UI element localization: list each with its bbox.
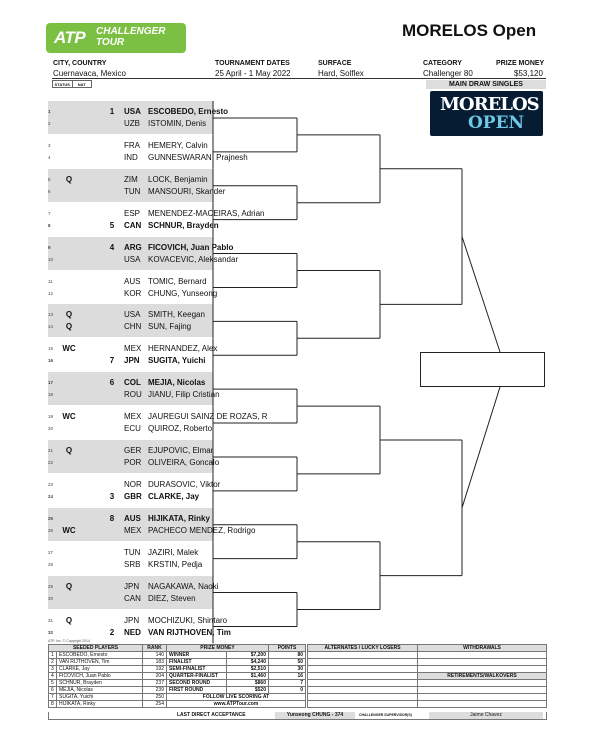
entry-status: Q — [65, 174, 73, 184]
seeded-player-rank: 254 — [143, 701, 167, 708]
seed-index: 1 — [49, 652, 57, 659]
seeded-player-rank: 239 — [143, 687, 167, 694]
prize-round: SECOND ROUND — [167, 680, 227, 687]
player-country: JPN — [124, 581, 140, 591]
entry-status: WC — [62, 344, 76, 354]
player-country: UZB — [124, 119, 140, 128]
player-name: LOCK, Benjamin — [148, 174, 208, 184]
player-name: TOMIC, Bernard — [148, 276, 207, 286]
slot-number: 31 — [48, 617, 54, 623]
category-label: CATEGORY — [423, 60, 462, 67]
slot-number: 20 — [48, 426, 54, 432]
player-name: ESCOBEDO, Ernesto — [148, 107, 229, 116]
slot-number: 11 — [48, 278, 53, 284]
player-country: CAN — [124, 593, 141, 603]
entry-status: Q — [65, 310, 73, 320]
prize-amount: $2,510 — [227, 666, 269, 673]
last-direct-acceptance-row — [48, 712, 547, 720]
seeded-prize-table — [48, 644, 306, 708]
slot-number: 16 — [48, 358, 54, 364]
prize-round: QUARTER-FINALIST — [167, 673, 227, 680]
player-country: GBR — [124, 491, 142, 501]
player-name: SUN, Fajing — [148, 322, 192, 332]
withdrawals-cell — [418, 666, 547, 673]
player-name: EJUPOVIC, Elmar — [148, 446, 214, 455]
retirements-cell — [418, 694, 547, 701]
slot-number: 22 — [48, 460, 54, 465]
player-name: CHUNG, Yunseong — [148, 288, 218, 298]
category-value: Challenger 80 — [423, 69, 473, 78]
retirements-cell — [418, 687, 547, 694]
seeded-player-name: SUGITA, Yuichi — [57, 694, 143, 701]
seeded-player-name: ESCOBEDO, Ernesto — [57, 652, 143, 659]
slot-number: 26 — [48, 527, 54, 533]
alternates-withdrawals-table — [307, 644, 547, 708]
nat-column-label: NAT — [77, 82, 86, 87]
live-scoring-url: www.ATPTour.com — [167, 701, 306, 708]
seed-number: 6 — [109, 378, 115, 388]
entry-status: Q — [65, 322, 73, 332]
slot-number: 17 — [48, 380, 54, 386]
prize-amount: $520 — [227, 687, 269, 694]
seeded-player-name: VAN RIJTHOVEN, Tim — [57, 659, 143, 666]
alternates-cell — [308, 680, 418, 687]
slot-number: 19 — [48, 414, 54, 420]
player-name: VAN RIJTHOVEN, Tim — [148, 627, 231, 637]
event-logo-text-2: OPEN — [468, 113, 525, 133]
player-name: JAZIRI, Malek — [148, 547, 199, 557]
slot-number: 7 — [48, 210, 51, 216]
prize-points: 30 — [269, 666, 306, 673]
seed-index: 3 — [49, 666, 57, 673]
player-name: HERNANDEZ, Alex — [148, 344, 218, 354]
prize-money-header: PRIZE MONEY — [167, 645, 269, 652]
seed-number: 1 — [109, 107, 115, 116]
prize-label: PRIZE MONEY — [496, 60, 545, 67]
slot-number: 28 — [48, 561, 54, 567]
supervisor-label: CHALLENGER SUPERVISOR(S) — [359, 713, 412, 717]
seeded-player-name: CLARKE, Jay — [57, 666, 143, 673]
prize-points: 0 — [269, 687, 306, 694]
player-name: KOVACEVIC, Aleksandar — [148, 254, 239, 264]
player-country: GER — [124, 446, 142, 455]
withdrawals-header: WITHDRAWALS — [418, 645, 547, 652]
live-scoring-label: FOLLOW LIVE SCORING AT — [167, 694, 306, 701]
slot-number: 12 — [48, 290, 54, 296]
event-logo-text-1: MORELOS — [440, 94, 539, 115]
slot-number: 10 — [48, 256, 54, 262]
player-country: IND — [124, 152, 138, 162]
player-country: ARG — [124, 242, 142, 252]
slot-number: 6 — [48, 188, 51, 194]
player-country: ZIM — [124, 174, 138, 184]
seeded-player-name: MEJIA, Nicolas — [57, 687, 143, 694]
city-label: CITY, COUNTRY — [53, 60, 107, 67]
player-name: SMITH, Keegan — [148, 310, 205, 320]
player-name: SUGITA, Yuichi — [148, 356, 206, 366]
player-name: QUIROZ, Roberto — [148, 424, 213, 434]
entry-status: Q — [65, 581, 73, 591]
logo-challenger-text: CHALLENGER TOUR — [96, 26, 166, 48]
player-country: NED — [124, 627, 141, 637]
slot-number: 32 — [48, 629, 54, 635]
surface-value: Hard, Solflex — [318, 69, 364, 78]
slot-number: 23 — [48, 481, 54, 487]
player-country: ECU — [124, 424, 141, 434]
seeded-player-rank: 183 — [143, 659, 167, 666]
player-name: PACHECO MENDEZ, Rodrigo — [148, 525, 256, 535]
player-name: JAUREGUI SAINZ DE ROZAS, R — [148, 412, 268, 422]
seeded-player-rank: 204 — [143, 673, 167, 680]
points-header: POINTS — [269, 645, 306, 652]
alternates-cell — [308, 694, 418, 701]
player-name: OLIVEIRA, Goncalo — [148, 458, 220, 467]
withdrawals-cell — [418, 652, 547, 659]
seeded-player-rank: 192 — [143, 666, 167, 673]
player-country: USA — [124, 107, 141, 116]
player-country: KOR — [124, 288, 142, 298]
seeded-player-rank: 250 — [143, 694, 167, 701]
logo-atp-text: ATP — [54, 28, 86, 47]
player-country: SRB — [124, 559, 141, 569]
last-da-label: LAST DIRECT ACCEPTANCE — [177, 712, 246, 718]
player-country: ESP — [124, 208, 141, 218]
player-country: MEX — [124, 525, 142, 535]
prize-points: 16 — [269, 673, 306, 680]
player-name: KRSTIN, Pedja — [148, 559, 203, 569]
player-name: JIANU, Filip Cristian — [148, 390, 220, 400]
champion-box — [420, 352, 545, 387]
slot-number: 3 — [48, 142, 51, 148]
player-name: GUNNESWARAN, Prajnesh — [148, 152, 248, 162]
seeded-player-name: HIJIKATA, Rinky — [57, 701, 143, 708]
seed-number: 7 — [109, 356, 115, 366]
prize-round: FINALIST — [167, 659, 227, 666]
player-country: FRA — [124, 140, 140, 150]
seed-index: 2 — [49, 659, 57, 666]
status-column-label: STATUS — [53, 81, 73, 87]
alternates-cell — [308, 659, 418, 666]
slot-number: 25 — [48, 515, 54, 521]
entry-status: Q — [65, 446, 73, 455]
player-country: TUN — [124, 186, 141, 196]
seed-index: 8 — [49, 701, 57, 708]
city-value: Cuernavaca, Mexico — [53, 69, 126, 78]
tournament-title: MORELOS Open — [402, 21, 537, 40]
prize-amount: $4,240 — [227, 659, 269, 666]
seed-number: 3 — [109, 491, 115, 501]
slot-number: 8 — [48, 222, 51, 228]
supervisor-value: Jaime Chavez — [429, 712, 543, 719]
seed-index: 4 — [49, 673, 57, 680]
slot-number: 2 — [48, 121, 51, 126]
player-country: AUS — [124, 276, 141, 286]
seed-number: 8 — [109, 513, 115, 523]
player-country: NOR — [124, 479, 142, 489]
player-name: MANSOURI, Skander — [148, 186, 226, 196]
seeded-player-name: FICOVICH, Juan Pablo — [57, 673, 143, 680]
last-da-value: Yunseong CHUNG - 374 — [275, 712, 355, 719]
player-country: MEX — [124, 412, 142, 422]
prize-round: WINNER — [167, 652, 227, 659]
slot-number: 24 — [48, 493, 54, 499]
player-country: USA — [124, 310, 141, 320]
retirements-header: RETIREMENTS/WALKOVERS — [418, 673, 547, 680]
player-country: POR — [124, 458, 142, 467]
prize-round: FIRST ROUND — [167, 687, 227, 694]
bracket-line — [462, 387, 500, 508]
retirements-cell — [418, 680, 547, 687]
rank-header: RANK — [143, 645, 167, 652]
slot-number: 4 — [48, 154, 51, 160]
alternates-cell — [308, 666, 418, 673]
player-country: JPN — [124, 356, 140, 366]
dates-label: TOURNAMENT DATES — [215, 60, 290, 67]
surface-label: SURFACE — [318, 60, 352, 67]
slot-number: 30 — [48, 595, 54, 601]
slot-number: 18 — [48, 392, 54, 398]
player-country: JPN — [124, 615, 140, 625]
slot-number: 14 — [48, 324, 54, 330]
prize-amount: $860 — [227, 680, 269, 687]
seeded-player-rank: 140 — [143, 652, 167, 659]
slot-number: 15 — [48, 346, 54, 352]
slot-number: 29 — [48, 583, 54, 589]
slot-number: 27 — [48, 549, 54, 555]
player-name: HIJIKATA, Rinky — [148, 513, 210, 523]
seed-number: 4 — [109, 242, 115, 252]
withdrawals-cell — [418, 659, 547, 666]
player-country: MEX — [124, 344, 142, 354]
seeded-players-header: SEEDED PLAYERS — [49, 645, 143, 652]
slot-number: 13 — [48, 312, 54, 318]
slot-number: 9 — [48, 244, 51, 250]
main-draw-label: MAIN DRAW SINGLES — [426, 80, 546, 89]
seed-index: 6 — [49, 687, 57, 694]
player-country: TUN — [124, 547, 141, 557]
entry-status: Q — [65, 615, 73, 625]
player-name: SCHNUR, Brayden — [148, 220, 219, 230]
retirements-cell — [418, 701, 547, 708]
player-name: NAGAKAWA, Naoki — [148, 581, 219, 591]
player-name: HEMERY, Calvin — [148, 140, 208, 150]
copyright-text: ATP, Inc. © Copyright 2014 — [48, 639, 90, 643]
player-name: DURASOVIC, Viktor — [148, 479, 221, 489]
seed-number: 2 — [109, 627, 115, 637]
seeded-player-name: SCHNUR, Brayden — [57, 680, 143, 687]
seed-number: 5 — [109, 220, 115, 230]
seeded-player-rank: 237 — [143, 680, 167, 687]
player-name: CLARKE, Jay — [148, 491, 200, 501]
player-country: CAN — [124, 220, 142, 230]
bracket-line — [462, 237, 500, 352]
alternates-cell — [308, 673, 418, 680]
entry-status: WC — [62, 525, 76, 535]
player-name: MOCHIZUKI, Shintaro — [148, 615, 228, 625]
player-name: MEJIA, Nicolas — [148, 378, 206, 388]
alternates-cell — [308, 652, 418, 659]
prize-round: SEMI-FINALIST — [167, 666, 227, 673]
player-country: USA — [124, 254, 141, 264]
player-name: FICOVICH, Juan Pablo — [148, 242, 234, 252]
player-country: ROU — [124, 390, 142, 400]
player-name: ISTOMIN, Denis — [148, 119, 207, 128]
prize-amount: $1,460 — [227, 673, 269, 680]
player-country: COL — [124, 378, 141, 388]
prize-points: 50 — [269, 659, 306, 666]
alternates-header: ALTERNATES / LUCKY LOSERS — [308, 645, 418, 652]
player-name: DIEZ, Steven — [148, 593, 196, 603]
player-country: CHN — [124, 322, 142, 332]
slot-number: 5 — [48, 176, 51, 182]
prize-value: $53,120 — [514, 69, 543, 78]
entry-status: WC — [62, 412, 76, 422]
prize-points: 7 — [269, 680, 306, 687]
alternates-cell — [308, 701, 418, 708]
player-country: AUS — [124, 513, 141, 523]
prize-amount: $7,200 — [227, 652, 269, 659]
alternates-cell — [308, 687, 418, 694]
prize-points: 80 — [269, 652, 306, 659]
slot-number: 1 — [48, 109, 51, 114]
slot-number: 21 — [48, 448, 54, 453]
player-name: MENENDEZ-MACEIRAS, Adrian — [148, 208, 265, 218]
dates-value: 25 April - 1 May 2022 — [215, 69, 291, 78]
seed-index: 5 — [49, 680, 57, 687]
seed-index: 7 — [49, 694, 57, 701]
